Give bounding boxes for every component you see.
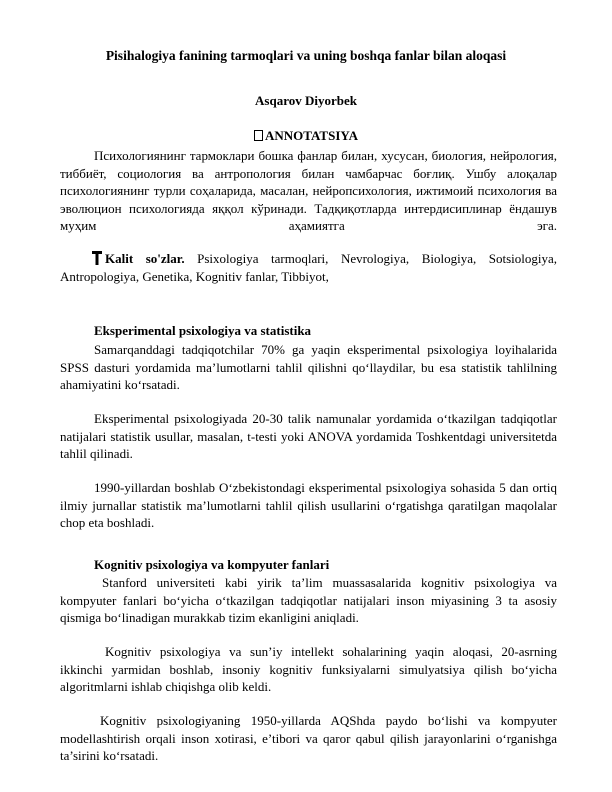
annotation-text: Психологиянинг тармоклари бошка фанлар билан, хусусан, биология, нейрология, тиббиёт, социология ва антропология билан чамбарчас боғлиқ. Ушбу алоқалар психологиянинг турли соҳаларида, масалан, нейропсихология, ижтимоий психология ва эволюцион психологияда яққол кўринади. Тадқиқотларда интердисиплинар ёндашув муҳим аҳамиятга эга. bbox=[60, 148, 557, 234]
paper-title: Pisihalogiya fanining tarmoqlari va uning boshqa fanlar bilan aloqasi bbox=[105, 48, 507, 63]
author-name: Asqarov Diyorbek bbox=[255, 93, 357, 108]
paragraph-text: 1990-yillardan boshlab O‘zbekistondagi eksperimental psixologiya sohasida 5 dan ortiq ilmiy jurnallar statistik ma’lumotlarni tahlil qilish usullarini o‘rgatishga qaratilgan maqolalar chop eta boshladi. bbox=[60, 480, 557, 531]
annotation-heading-text: ANNOTATSIYA bbox=[265, 128, 358, 143]
paragraph-text: Stanford universiteti kabi yirik ta’lim muassasalarida kognitiv psixologiya va kompyuter fanlari bo‘yicha o‘tkazilgan tadqiqotlar natijalari inson miyasining 3 ta asosiy qismiga bo‘linadigan murakkab tizim ekanligini aniqladi. bbox=[60, 575, 557, 626]
section-paragraph bbox=[60, 410, 557, 463]
keywords-label: Kalit so'zlar. bbox=[105, 251, 185, 266]
section-paragraph bbox=[60, 574, 557, 627]
section-heading-experimental: Eksperimental psixologiya va statistika bbox=[94, 323, 312, 338]
paragraph-text: Kognitiv psixologiyaning 1950-yillarda AQShda paydo bo‘lishi va kompyuter modellashtirish orqali inson xotirasi, e’tibori va qaror qabul qilish jarayonlarini o‘rganishga ta’sirini ko‘rsatadi. bbox=[60, 713, 557, 764]
section-paragraph bbox=[60, 341, 557, 394]
placeholder-box-icon bbox=[254, 130, 263, 141]
section-paragraph bbox=[60, 712, 557, 765]
pin-icon bbox=[92, 251, 102, 265]
section-paragraph bbox=[60, 479, 557, 532]
keywords-paragraph bbox=[60, 250, 557, 285]
paragraph-text: Kognitiv psixologiya va sun’iy intellekt sohalarining yaqin aloqasi, 20-asrning ikkinchi yarmidan boshlab, insoniy kognitiv funksiyalarni simulyatsiya qilish bo‘yicha algoritmlarni ishlab chiqishga olib keldi. bbox=[60, 644, 557, 695]
keywords-text: Psixologiya tarmoqlari, Nevrologiya, Biologiya, Sotsiologiya, Antropologiya, Genetika, Kognitiv fanlar, Tibbiyot, bbox=[60, 251, 558, 284]
section-paragraph bbox=[60, 643, 557, 696]
paragraph-text: Samarqanddagi tadqiqotchilar 70% ga yaqin eksperimental psixologiya loyihalarida SPSS dasturi yordamida ma’lumotlarni tahlil qilishni qo‘llaydilar, bu esa statistik tahlilning ahamiyatini ko‘rsatadi. bbox=[60, 342, 557, 393]
annotation-paragraph bbox=[60, 147, 557, 235]
annotation-heading bbox=[60, 128, 552, 144]
section-heading-cognitive: Kognitiv psixologiya va kompyuter fanlari bbox=[94, 557, 330, 572]
paragraph-text: Eksperimental psixologiyada 20-30 talik namunalar yordamida o‘tkazilgan tadqiqotlar natijalari statistik usullar, masalan, t-testi yoki ANOVA yordamida Toshkentdagi universitetda tahlil qilinadi. bbox=[60, 411, 557, 462]
